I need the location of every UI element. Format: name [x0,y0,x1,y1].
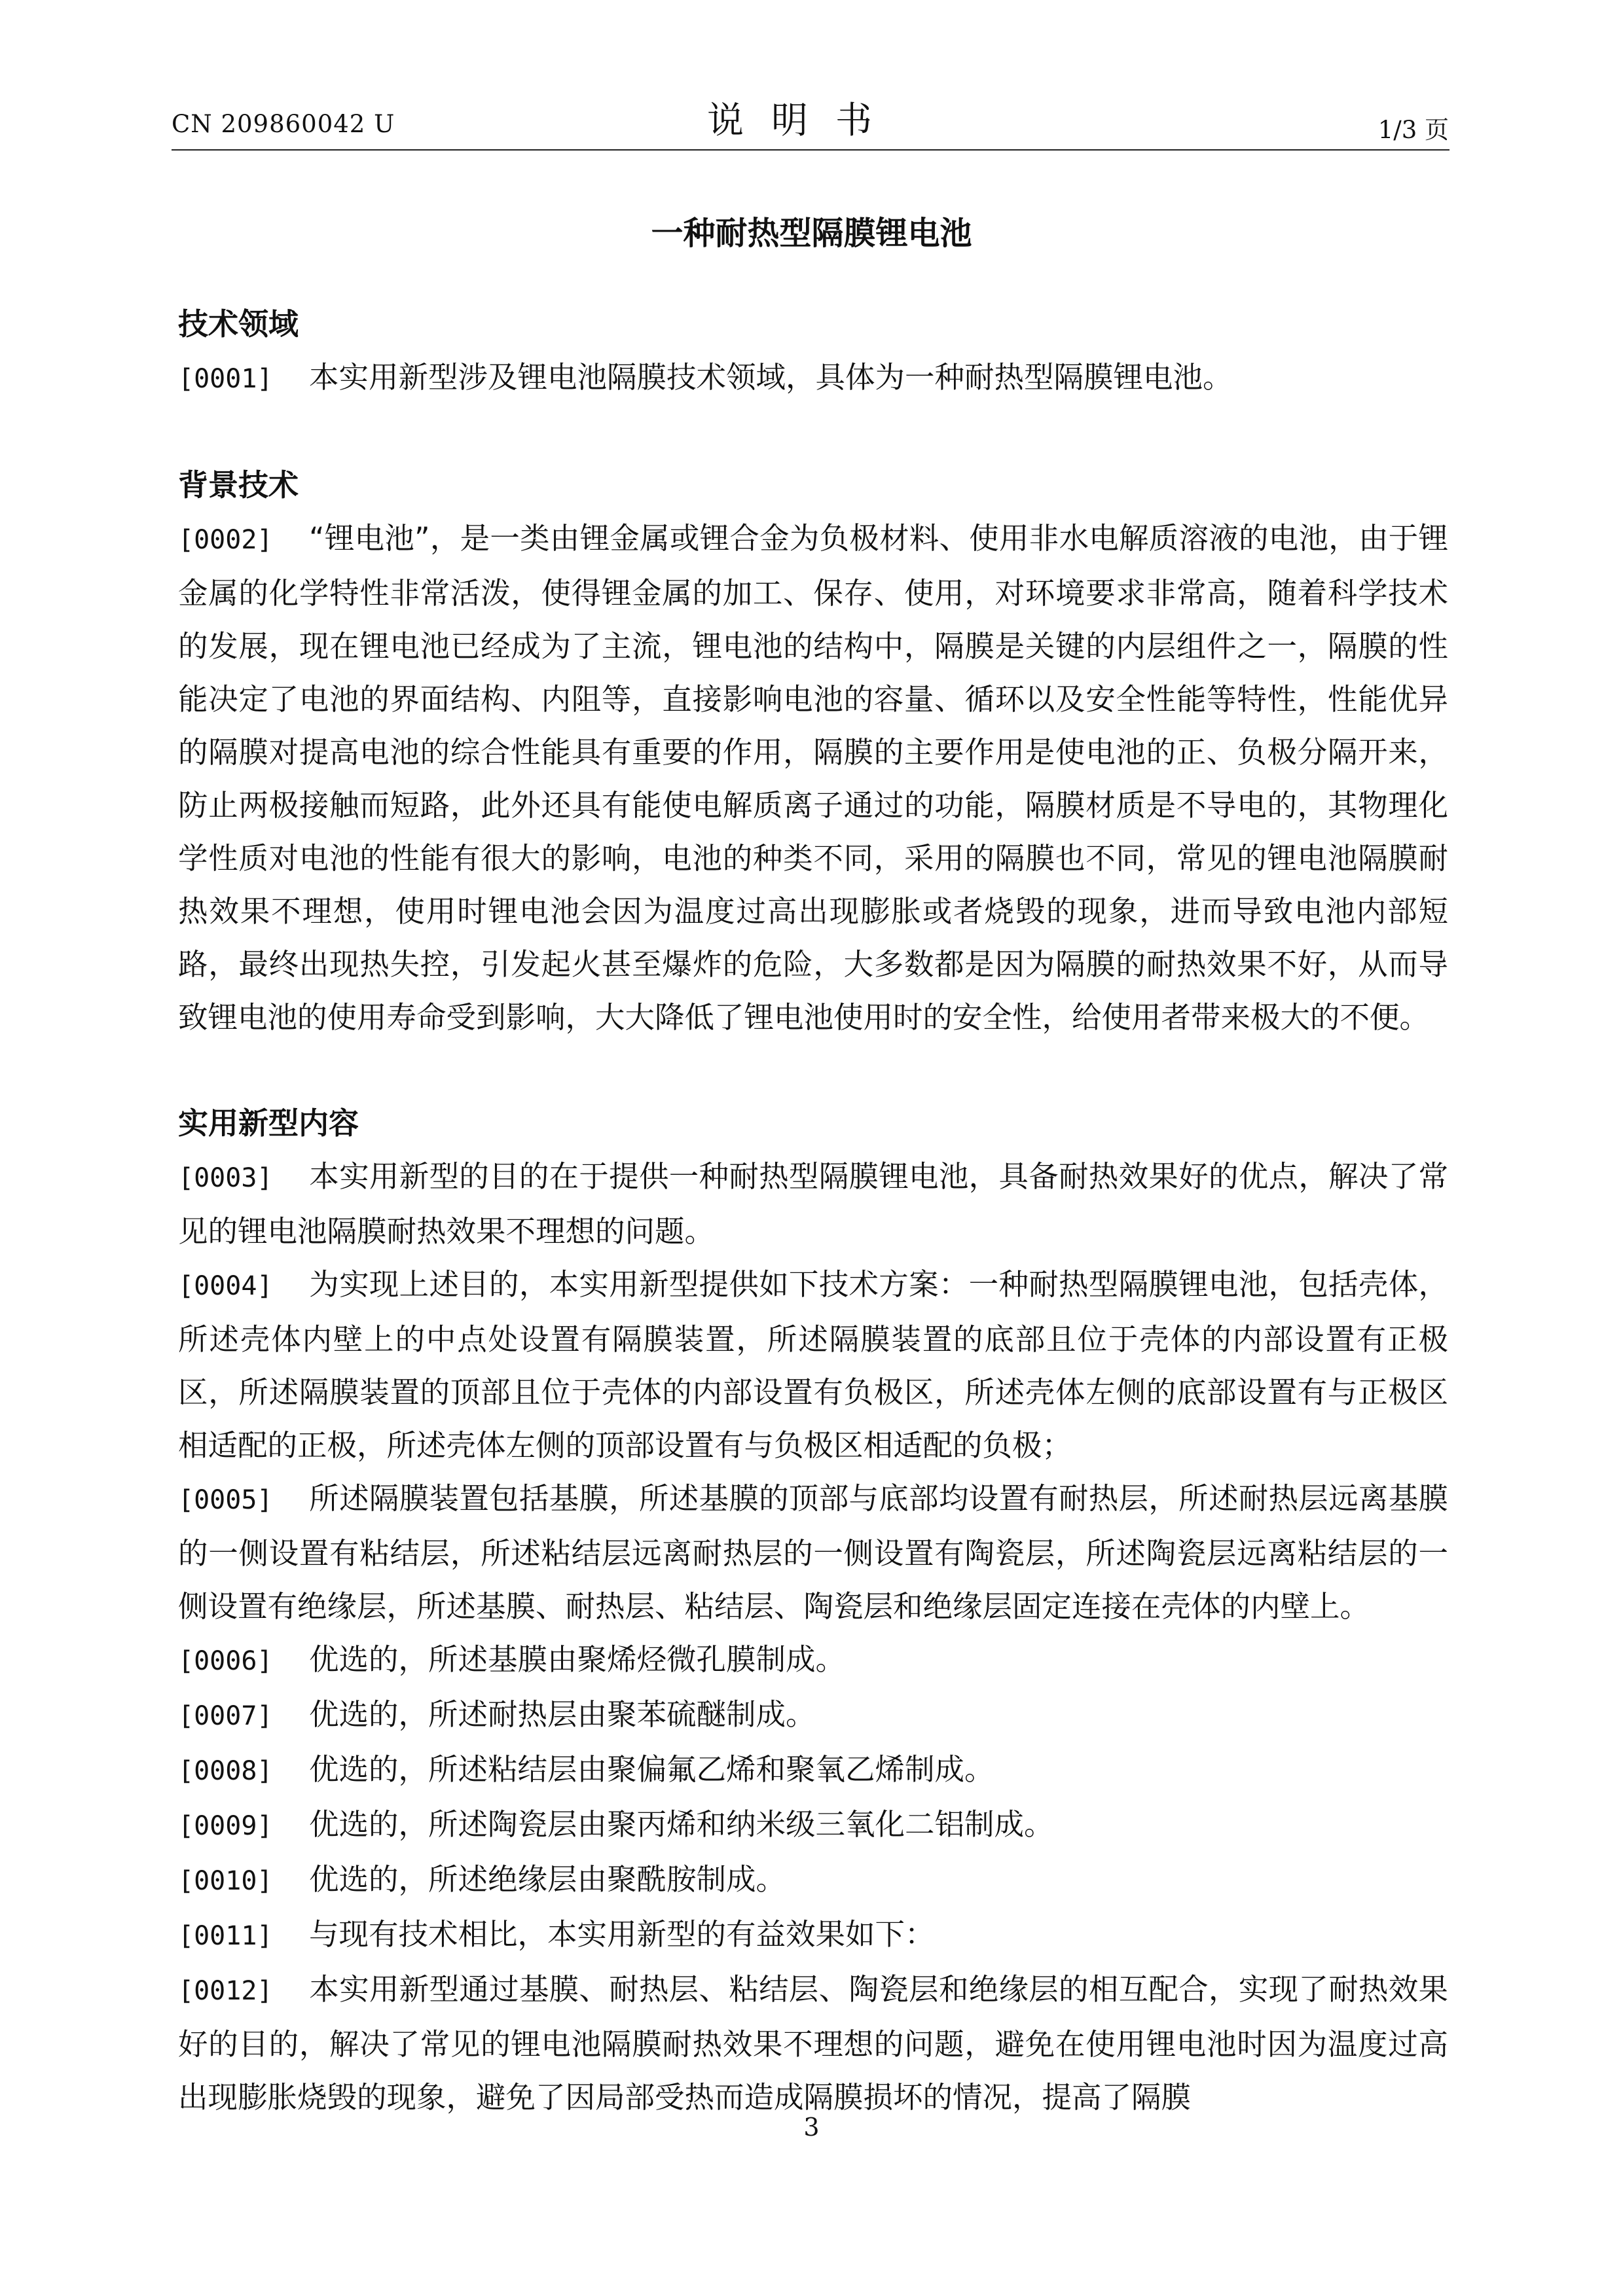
paragraph-number: [0012] [178,1976,273,2006]
paragraph-number: [0004] [178,1271,273,1301]
paragraph-text: 优选的，所述粘结层由聚偏氟乙烯和聚氧乙烯制成。 [309,1752,994,1787]
section-title: 说明书 [707,99,900,142]
spacer [178,1044,1448,1097]
publication-number: CN 209860042 U [172,110,395,138]
paragraph-number: [0002] [178,525,273,555]
paragraph-number: [0003] [178,1163,273,1193]
paragraph [178,1150,1448,1258]
paragraph-text: 本实用新型的目的在于提供一种耐热型隔膜锂电池，具备耐热效果好的优点，解决了常见的锂电池隔膜耐热效果不理想的问题。 [178,1159,1448,1249]
section-heading: 实用新型内容 [178,1105,359,1141]
paragraph-text: 与现有技术相比，本实用新型的有益效果如下： [309,1917,935,1952]
paragraph-number: [0006] [178,1646,273,1676]
page-indicator: 1/3 页 [1377,116,1449,144]
paragraph [178,1633,1448,1688]
paragraph [178,1258,1448,1472]
document-title: 一种耐热型隔膜锂电池 [651,215,972,252]
paragraph-text: 优选的，所述耐热层由聚苯硫醚制成。 [309,1697,816,1732]
paragraph-number: [0001] [178,364,273,394]
paragraph-number: [0007] [178,1701,273,1731]
paragraph-number: [0010] [178,1866,273,1896]
paragraph-text: 优选的，所述基膜由聚烯烃微孔膜制成。 [309,1642,846,1677]
paragraph [178,1963,1448,2124]
paragraph-text: 优选的，所述陶瓷层由聚丙烯和纳米级三氧化二铝制成。 [309,1807,1054,1842]
paragraph [178,1688,1448,1743]
paragraph-text: 优选的，所述绝缘层由聚酰胺制成。 [309,1862,786,1897]
paragraph [178,1908,1448,1963]
paragraph [178,512,1448,1044]
paragraph-text: 本实用新型通过基膜、耐热层、粘结层、陶瓷层和绝缘层的相互配合，实现了耐热效果好的目的，解决了常见的锂电池隔膜耐热效果不理想的问题，避免在使用锂电池时因为温度过高出现膨胀烧毁的现象，避免了因局部受热而造成隔膜损坏的情况，提高了隔膜 [178,1972,1448,2115]
paragraph-text: 为实现上述目的，本实用新型提供如下技术方案：一种耐热型隔膜锂电池，包括壳体，所述壳体内壁上的中点处设置有隔膜装置，所述隔膜装置的底部且位于壳体的内部设置有正极区，所述隔膜装置的顶部且位于壳体的内部设置有负极区，所述壳体左侧的底部设置有与正极区相适配的正极，所述壳体左侧的顶部设置有与负极区相适配的负极； [178,1267,1448,1463]
paragraph [178,1798,1448,1853]
paragraph-text: 所述隔膜装置包括基膜，所述基膜的顶部与底部均设置有耐热层，所述耐热层远离基膜的一侧设置有粘结层，所述粘结层远离耐热层的一侧设置有陶瓷层，所述陶瓷层远离粘结层的一侧设置有绝缘层，所述基膜、耐热层、粘结层、陶瓷层和绝缘层固定连接在壳体的内壁上。 [178,1481,1448,1624]
paragraph-number: [0005] [178,1485,273,1515]
paragraph-number: [0008] [178,1756,273,1786]
paragraph [178,1853,1448,1908]
section-heading: 背景技术 [178,467,299,503]
header-divider [172,149,1450,151]
paragraph-text: 本实用新型涉及锂电池隔膜技术领域，具体为一种耐热型隔膜锂电池。 [309,360,1233,395]
page-number: 3 [803,2113,820,2142]
paragraph [178,351,1448,406]
section-heading: 技术领域 [178,306,299,342]
spacer [178,406,1448,459]
paragraph [178,1743,1448,1798]
paragraph [178,1472,1448,1633]
paragraph-number: [0011] [178,1921,273,1951]
paragraph-text: “锂电池”，是一类由锂金属或锂合金为负极材料、使用非水电解质溶液的电池，由于锂金属的化学特性非常活泼，使得锂金属的加工、保存、使用，对环境要求非常高，随着科学技术的发展，现在锂电池已经成为了主流，锂电池的结构中，隔膜是关键的内层组件之一，隔膜的性能决定了电池的界面结构、内阻等，直接影响电池的容量、循环以及安全性能等特性，性能优异的隔膜对提高电池的综合性能具有重要的作用，隔膜的主要作用是使电池的正、负极分隔开来，防止两极接触而短路，此外还具有能使电解质离子通过的功能，隔膜材质是不导电的，其物理化学性质对电池的性能有很大的影响，电池的种类不同，采用的隔膜也不同，常见的锂电池隔膜耐热效果不理想，使用时锂电池会因为温度过高出现膨胀或者烧毁的现象，进而导致电池内部短路，最终出现热失控，引发起火甚至爆炸的危险，大多数都是因为隔膜的耐热效果不好，从而导致锂电池的使用寿命受到影响，大大降低了锂电池使用时的安全性，给使用者带来极大的不便。 [178,521,1448,1035]
paragraph-number: [0009] [178,1811,273,1841]
document-body [178,298,1448,2124]
